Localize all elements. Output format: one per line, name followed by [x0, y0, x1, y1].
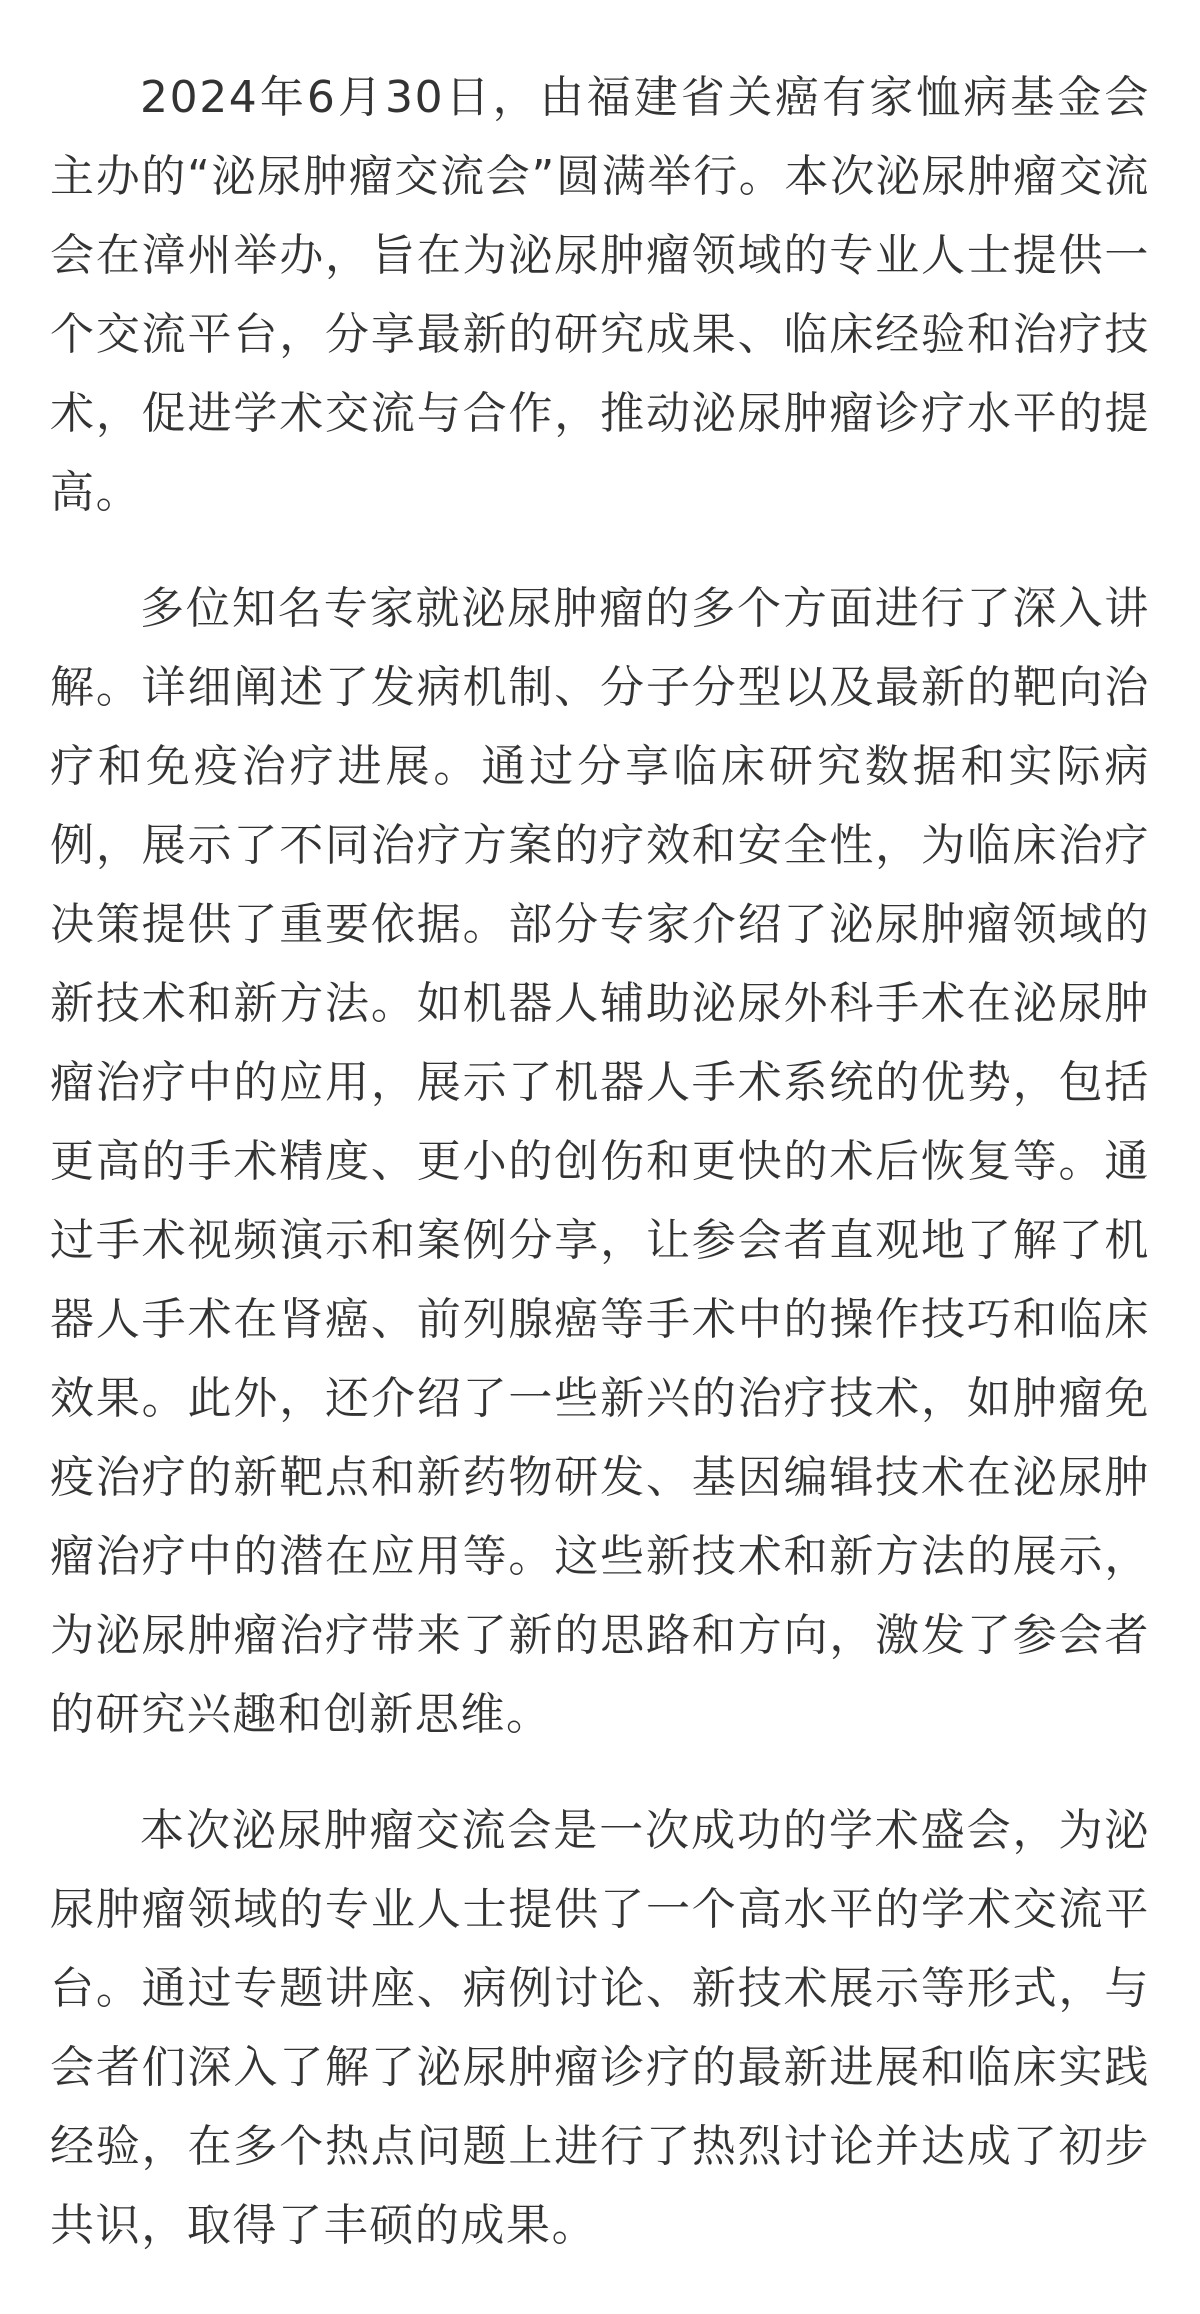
paragraph-intro: 2024年6月30日，由福建省关癌有家恤病基金会主办的“泌尿肿瘤交流会”圆满举行。本次泌尿肿瘤交流会在漳州举办，旨在为泌尿肿瘤领域的专业人士提供一个交流平台，分享最新的研究成果、临床经验和治疗技术，促进学术交流与合作，推动泌尿肿瘤诊疗水平的提高。: [50, 72, 1150, 518]
article-body: [50, 58, 1150, 2265]
paragraph-summary: 本次泌尿肿瘤交流会是一次成功的学术盛会，为泌尿肿瘤领域的专业人士提供了一个高水平的学术交流平台。通过专题讲座、病例讨论、新技术展示等形式，与会者们深入了解了泌尿肿瘤诊疗的最新进展和临床实践经验，在多个热点问题上进行了热烈讨论并达成了初步共识，取得了丰硕的成果。: [50, 1805, 1150, 2251]
paragraph-experts: 多位知名专家就泌尿肿瘤的多个方面进行了深入讲解。详细阐述了发病机制、分子分型以及最新的靶向治疗和免疫治疗进展。通过分享临床研究数据和实际病例，展示了不同治疗方案的疗效和安全性，为临床治疗决策提供了重要依据。部分专家介绍了泌尿肿瘤领域的新技术和新方法。如机器人辅助泌尿外科手术在泌尿肿瘤治疗中的应用，展示了机器人手术系统的优势，包括更高的手术精度、更小的创伤和更快的术后恢复等。通过手术视频演示和案例分享，让参会者直观地了解了机器人手术在肾癌、前列腺癌等手术中的操作技巧和临床效果。此外，还介绍了一些新兴的治疗技术，如肿瘤免疫治疗的新靶点和新药物研发、基因编辑技术在泌尿肿瘤治疗中的潜在应用等。这些新技术和新方法的展示，为泌尿肿瘤治疗带来了新的思路和方向，激发了参会者的研究兴趣和创新思维。: [50, 583, 1150, 1740]
